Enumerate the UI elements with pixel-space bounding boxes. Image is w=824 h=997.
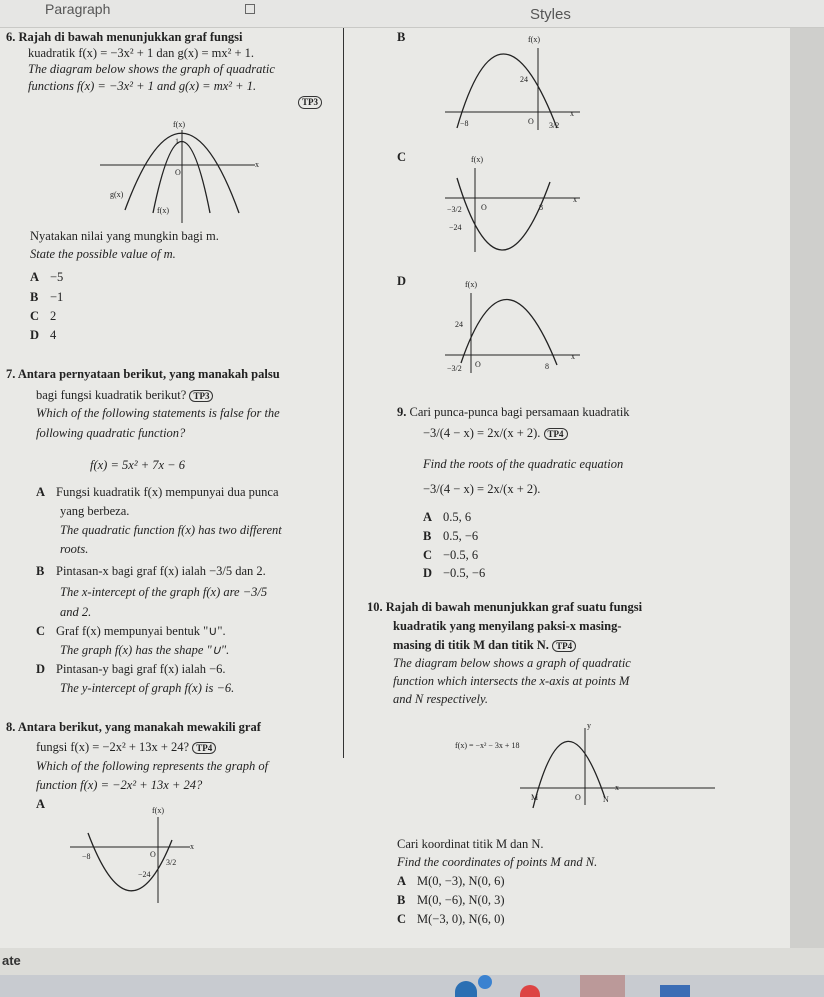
curve-label: g(x) — [110, 190, 124, 199]
question-text-en: Which of the following represents the graph of — [36, 759, 269, 773]
question-text-ms: Cari punca-punca bagi persamaan kuadratik — [409, 405, 630, 419]
option-a[interactable] — [36, 483, 279, 501]
option-value: −5 — [50, 270, 64, 284]
option-c-label[interactable]: C — [397, 150, 407, 164]
column-divider — [343, 28, 344, 758]
option-value: M(0, −3), N(0, 6) — [417, 874, 505, 888]
option-c[interactable] — [397, 910, 505, 928]
option-letter: C — [397, 912, 407, 926]
ribbon-toolbar — [0, 0, 824, 28]
question-text-en: functions f(x) = −3x² + 1 and g(x) = mx² + 1. — [28, 79, 257, 93]
tick-label: 3/2 — [549, 121, 560, 130]
option-letter: B — [423, 529, 432, 543]
app-icon[interactable] — [660, 985, 690, 997]
axis-label: f(x) — [173, 120, 185, 129]
option-text-ms: Graf f(x) mempunyai bentuk "∪". — [56, 624, 226, 638]
question-text-ms: Rajah di bawah menunjukkan graf fungsi — [18, 30, 243, 44]
option-letter: C — [30, 309, 40, 323]
curve — [88, 833, 172, 891]
level-badge: TP4 — [192, 742, 216, 754]
origin-label: O — [150, 850, 156, 859]
tick-label: −24 — [138, 870, 151, 879]
question-text-ms: Antara berikut, yang manakah mewakili graf — [17, 720, 261, 734]
q6-graph — [95, 115, 259, 225]
question-text-ms: fungsi f(x) = −2x² + 13x + 24? — [36, 740, 190, 754]
option-text-en: and 2. — [60, 605, 92, 619]
prompt-ms: Cari koordinat titik M dan N. — [397, 837, 544, 851]
point-label: M — [531, 793, 539, 802]
option-text-ms: Pintasan-x bagi graf f(x) ialah −3/5 dan 2. — [56, 564, 266, 578]
option-value: −0.5, 6 — [443, 548, 479, 562]
function-label: f(x) = −x² − 3x + 18 — [455, 741, 520, 750]
axis-label: y — [587, 721, 591, 730]
question-text-ms: kuadratik yang menyilang paksi-x masing- — [393, 619, 622, 633]
option-c[interactable] — [30, 307, 56, 325]
tick-label: 1 — [175, 137, 179, 146]
option-a[interactable] — [30, 268, 63, 286]
question-number: 9. — [397, 405, 407, 419]
origin-label: O — [481, 203, 487, 212]
origin-label: O — [528, 117, 534, 126]
function-equation: f(x) = 5x² + 7x − 6 — [90, 458, 185, 472]
tick-label: −24 — [449, 223, 462, 232]
app-icon[interactable] — [455, 981, 477, 997]
level-badge: TP3 — [298, 96, 322, 109]
question-text-ms: Antara pernyataan berikut, yang manakah palsu — [17, 367, 280, 381]
origin-label: O — [175, 168, 181, 177]
option-value: M(0, −6), N(0, 3) — [417, 893, 505, 907]
styles-group-label: Styles — [530, 6, 571, 23]
axis-label: x — [570, 109, 574, 118]
question-text-en: function f(x) = −2x² + 13x + 24? — [36, 778, 203, 792]
question-number: 7. — [6, 367, 16, 381]
question-text-en: The diagram below shows the graph of quadratic — [28, 62, 275, 76]
axis-label: x — [255, 160, 259, 169]
tick-label: −8 — [82, 852, 91, 861]
option-b[interactable] — [30, 288, 63, 306]
question-text-ms: kuadratik f(x) = −3x² + 1 dan g(x) = mx² + 1. — [28, 46, 255, 60]
question-text-ms: Rajah di bawah menunjukkan graf suatu fungsi — [385, 600, 643, 614]
option-value: −0.5, −6 — [443, 566, 486, 580]
question-text-en: following quadratic function? — [36, 426, 186, 440]
axis-label: x — [571, 352, 575, 361]
tick-label: −3/2 — [447, 205, 462, 214]
question-text-en: Find the roots of the quadratic equation — [423, 457, 624, 471]
equation: −3/(4 − x) = 2x/(x + 2). — [423, 482, 541, 496]
axis-label: f(x) — [528, 35, 540, 44]
question-text-en: Which of the following statements is false for the — [36, 406, 280, 420]
option-text-ms: Fungsi kuadratik f(x) mempunyai dua punca — [56, 485, 279, 499]
option-text-en: The graph f(x) has the shape "∪". — [60, 643, 230, 657]
option-letter: A — [30, 270, 40, 284]
question-text-en: function which intersects the x-axis at points M — [393, 674, 630, 688]
option-value: 0.5, −6 — [443, 529, 479, 543]
axis-label: f(x) — [152, 806, 164, 815]
tick-label: −8 — [460, 119, 469, 128]
browser-icon[interactable] — [520, 985, 540, 997]
axis-label: x — [615, 783, 619, 792]
option-b[interactable] — [423, 527, 478, 545]
question-number: 8. — [6, 720, 16, 734]
question-text-ms: bagi fungsi kuadratik berikut? — [36, 388, 187, 402]
option-d-label[interactable]: D — [397, 274, 407, 288]
curve — [457, 178, 550, 250]
option-a-label[interactable]: A — [36, 797, 46, 811]
notification-badge-icon — [478, 975, 492, 989]
option-letter: A — [36, 485, 46, 499]
axis-label: x — [190, 842, 194, 851]
option-b-graph[interactable] — [425, 30, 575, 140]
option-text-en: The y-intercept of graph f(x) is −6. — [60, 681, 235, 695]
option-letter: B — [36, 564, 45, 578]
option-letter: D — [423, 566, 433, 580]
taskbar — [0, 975, 824, 997]
option-letter: A — [423, 510, 433, 524]
option-letter: B — [30, 290, 39, 304]
question-number: 6. — [6, 30, 16, 44]
paragraph-group-label: Paragraph — [45, 1, 111, 17]
option-text-en: roots. — [60, 542, 89, 556]
origin-label: O — [475, 360, 481, 369]
option-value: −1 — [50, 290, 64, 304]
option-text-ms: Pintasan-y bagi graf f(x) ialah −6. — [56, 662, 226, 676]
tick-label: 8 — [539, 203, 543, 212]
option-a[interactable] — [423, 508, 471, 526]
option-d[interactable] — [36, 660, 226, 678]
option-value: 0.5, 6 — [443, 510, 472, 524]
level-badge: TP3 — [189, 390, 213, 402]
option-value: M(−3, 0), N(6, 0) — [417, 912, 505, 926]
origin-label: O — [575, 793, 581, 802]
question-text-ms: masing di titik M dan titik N. — [393, 638, 549, 652]
curve — [457, 54, 560, 130]
dialog-launcher-icon[interactable] — [245, 4, 255, 14]
option-c-graph[interactable] — [425, 150, 575, 255]
curve — [533, 741, 605, 808]
option-d-graph[interactable] — [425, 275, 575, 375]
tick-label: 24 — [455, 320, 463, 329]
curve-label: f(x) — [157, 206, 169, 215]
option-text-ms: yang berbeza. — [60, 504, 130, 518]
option-text-en: The x-intercept of the graph f(x) are −3/5 — [60, 585, 268, 599]
prompt-en: State the possible value of m. — [30, 247, 176, 261]
question-text-en: The diagram below shows a graph of quadratic — [393, 656, 631, 670]
option-letter: A — [397, 874, 407, 888]
option-text-en: The quadratic function f(x) has two different — [60, 523, 282, 537]
option-d[interactable] — [30, 326, 56, 344]
axis-label: x — [573, 195, 577, 204]
level-badge: TP4 — [544, 428, 568, 440]
option-b-label[interactable]: B — [397, 30, 406, 44]
option-c[interactable] — [423, 546, 478, 564]
question-text-en: and N respectively. — [393, 692, 488, 706]
option-letter: D — [36, 662, 46, 676]
tick-label: 8 — [545, 362, 549, 371]
option-letter: C — [36, 624, 46, 638]
option-letter: D — [30, 328, 40, 342]
option-a-graph[interactable] — [60, 805, 210, 905]
footer-text: ate — [2, 953, 21, 968]
tick-label: 24 — [520, 75, 528, 84]
option-letter: B — [397, 893, 406, 907]
point-label: N — [603, 795, 609, 804]
page-margin — [790, 28, 824, 948]
option-b[interactable] — [36, 562, 266, 580]
option-a[interactable] — [397, 872, 505, 890]
tick-label: −3/2 — [447, 364, 462, 373]
axis-label: f(x) — [465, 280, 477, 289]
prompt-en: Find the coordinates of points M and N. — [397, 855, 598, 869]
option-letter: C — [423, 548, 433, 562]
option-c[interactable] — [36, 622, 226, 640]
level-badge: TP4 — [552, 640, 576, 652]
active-app-icon[interactable] — [580, 975, 625, 997]
equation: −3/(4 − x) = 2x/(x + 2). — [423, 426, 541, 440]
tick-label: 3/2 — [166, 858, 177, 867]
q10-graph — [415, 720, 619, 810]
option-value: 4 — [50, 328, 57, 342]
axis-label: f(x) — [471, 155, 483, 164]
question-number: 10. — [367, 600, 383, 614]
prompt-ms: Nyatakan nilai yang mungkin bagi m. — [30, 229, 219, 243]
option-b[interactable] — [397, 891, 505, 909]
option-d[interactable] — [423, 564, 485, 582]
option-value: 2 — [50, 309, 57, 323]
